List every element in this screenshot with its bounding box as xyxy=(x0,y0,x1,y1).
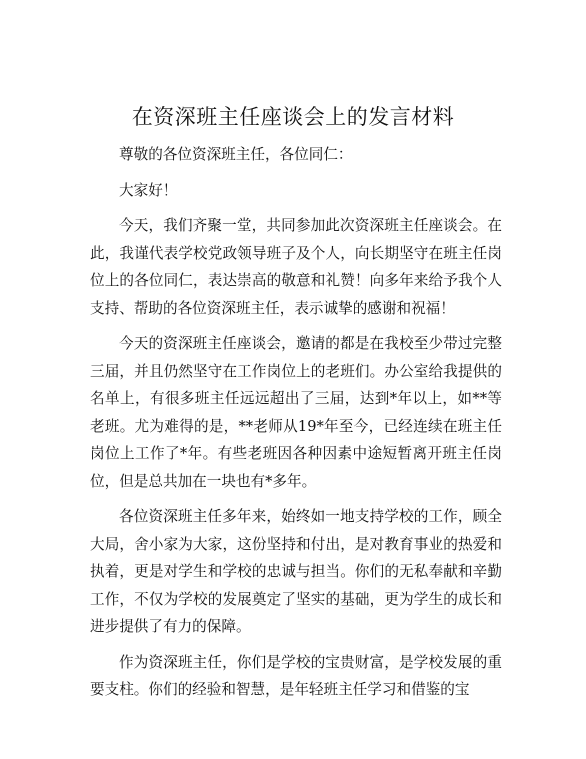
document-title: 在资深班主任座谈会上的发言材料 xyxy=(131,105,455,129)
salutation-line: 尊敬的各位资深班主任，各位同仁： xyxy=(119,146,353,163)
document-body xyxy=(90,141,502,712)
paragraph-1: 今天，我们齐聚一堂，共同参加此次资深班主任座谈会。在此，我谨代表学校党政领导班子及个人，向长期坚守在班主任岗位上的各位同仁，表达崇高的敬意和礼赞！向多年来给予我个人支持、帮助的各位资深班主任，表示诚挚的感谢和祝福！ xyxy=(90,217,502,317)
paragraph-3: 各位资深班主任多年来，始终如一地支持学校的工作，顾全大局，舍小家为大家，这份坚持和付出，是对教育事业的热爱和执着，更是对学生和学校的忠诚与担当。你们的无私奉献和辛勤工作，不仅为学校的发展奠定了坚实的基础，更为学生的成长和进步提供了有力的保障。 xyxy=(90,508,502,635)
greeting-line: 大家好！ xyxy=(119,181,178,199)
paragraph-4: 作为资深班主任，你们是学校的宝贵财富，是学校发展的重要支柱。你们的经验和智慧，是年轻班主任学习和借鉴的宝 xyxy=(90,653,502,698)
paragraph-2: 今天的资深班主任座谈会，邀请的都是在我校至少带过完整三届，并且仍然坚守在工作岗位上的老班们。办公室给我提供的名单上，有很多班主任远远超出了三届，达到*年以上，如**等老班。尤为难得的是，**老师从19*年至今，已经连续在班主任岗位上工作了*年。有些老班因各种因素中途短暂离开班主任岗位，但是总共加在一块也有*多年。 xyxy=(90,335,502,490)
